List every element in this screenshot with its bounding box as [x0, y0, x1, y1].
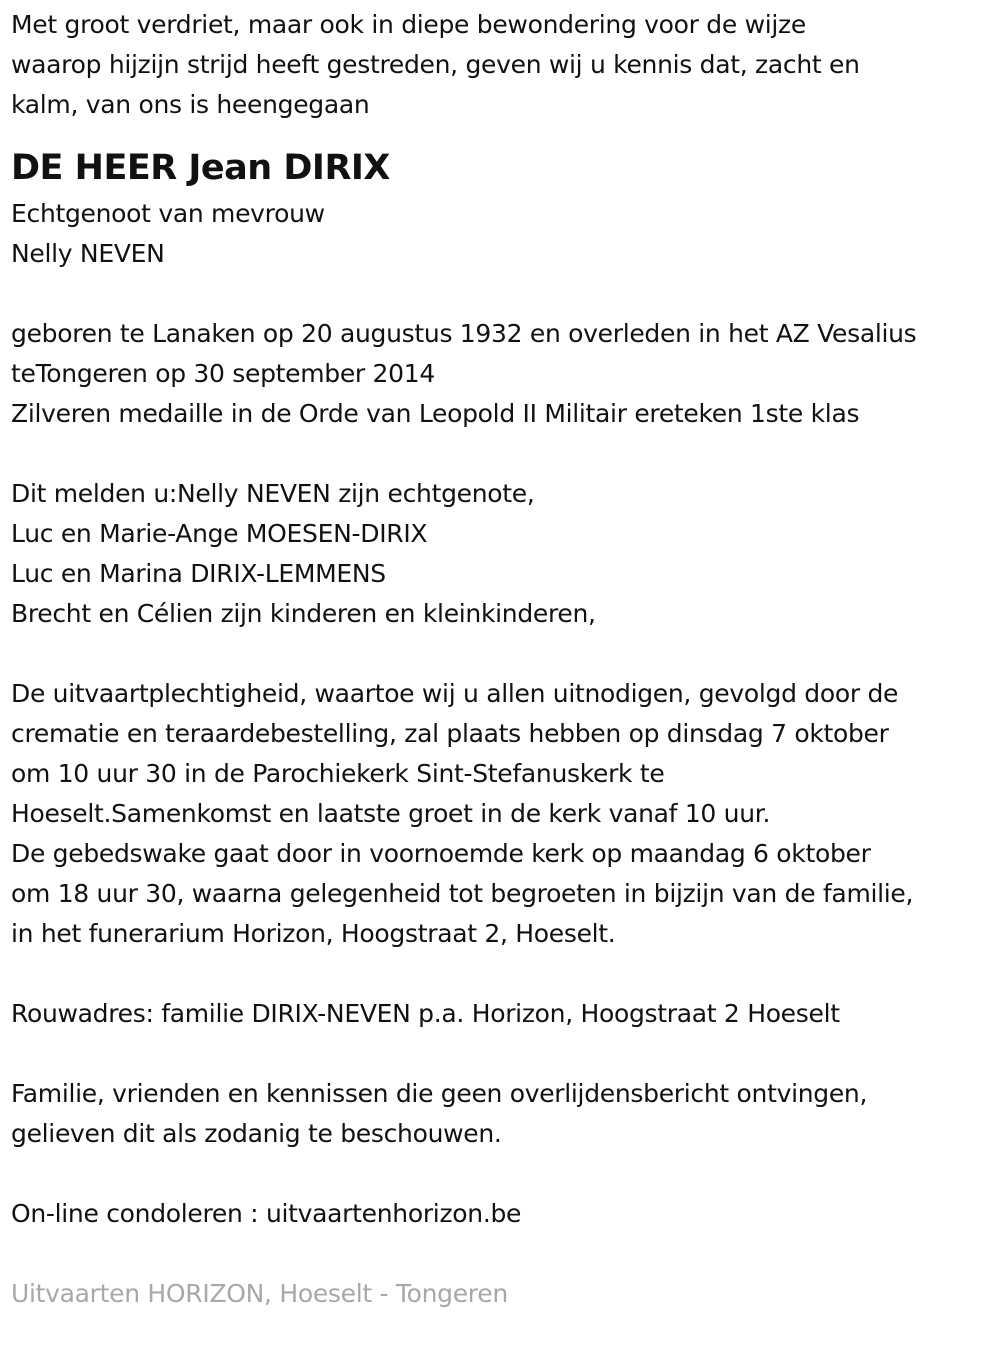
- spouse-name: Nelly NEVEN: [11, 239, 165, 268]
- ceremony-paragraph: [11, 674, 996, 954]
- funeral-home-footer: Uitvaarten HORIZON, Hoeselt - Tongeren: [11, 1279, 508, 1308]
- ceremony-line: om 18 uur 30, waarna gelegenheid tot begroeten in bijzijn van de familie,: [11, 879, 914, 908]
- birth-death-line: geboren te Lanaken op 20 augustus 1932 en overleden in het AZ Vesalius: [11, 319, 917, 348]
- ceremony-line: om 10 uur 30 in de Parochiekerk Sint-Stefanuskerk te: [11, 759, 665, 788]
- ceremony-line: in het funerarium Horizon, Hoogstraat 2, Hoeselt.: [11, 919, 616, 948]
- announcer-line: Luc en Marina DIRIX-LEMMENS: [11, 559, 386, 588]
- honors-line: Zilveren medaille in de Orde van Leopold II Militair ereteken 1ste klas: [11, 399, 860, 428]
- ceremony-line: crematie en teraardebestelling, zal plaats hebben op dinsdag 7 oktober: [11, 719, 889, 748]
- mourning-address: Rouwadres: familie DIRIX-NEVEN p.a. Horizon, Hoogstraat 2 Hoeselt: [11, 999, 840, 1028]
- online-condolences: On-line condoleren : uitvaartenhorizon.be: [11, 1199, 522, 1228]
- birth-death-line: teTongeren op 30 september 2014: [11, 359, 435, 388]
- announcer-line: Brecht en Célien zijn kinderen en kleinkinderen,: [11, 599, 596, 628]
- notice-paragraph: [11, 1074, 996, 1154]
- intro-line: waarop hijzijn strijd heeft gestreden, geven wij u kennis dat, zacht en: [11, 50, 860, 79]
- intro-paragraph: [11, 5, 996, 125]
- obituary-document: [11, 0, 996, 1314]
- spouse-label: Echtgenoot van mevrouw: [11, 199, 325, 228]
- notice-line: gelieven dit als zodanig te beschouwen.: [11, 1119, 502, 1148]
- announcers-paragraph: [11, 474, 996, 634]
- announcer-line: Dit melden u:Nelly NEVEN zijn echtgenote,: [11, 479, 535, 508]
- birth-death-paragraph: [11, 314, 996, 434]
- intro-line: Met groot verdriet, maar ook in diepe bewondering voor de wijze: [11, 10, 806, 39]
- ceremony-line: De uitvaartplechtigheid, waartoe wij u allen uitnodigen, gevolgd door de: [11, 679, 899, 708]
- intro-line: kalm, van ons is heengegaan: [11, 90, 370, 119]
- spouse-block: [11, 194, 996, 274]
- notice-line: Familie, vrienden en kennissen die geen overlijdensbericht ontvingen,: [11, 1079, 868, 1108]
- ceremony-line: Hoeselt.Samenkomst en laatste groet in de kerk vanaf 10 uur.: [11, 799, 771, 828]
- announcer-line: Luc en Marie-Ange MOESEN-DIRIX: [11, 519, 428, 548]
- ceremony-line: De gebedswake gaat door in voornoemde kerk op maandag 6 oktober: [11, 839, 871, 868]
- deceased-name: DE HEER Jean DIRIX: [11, 148, 390, 188]
